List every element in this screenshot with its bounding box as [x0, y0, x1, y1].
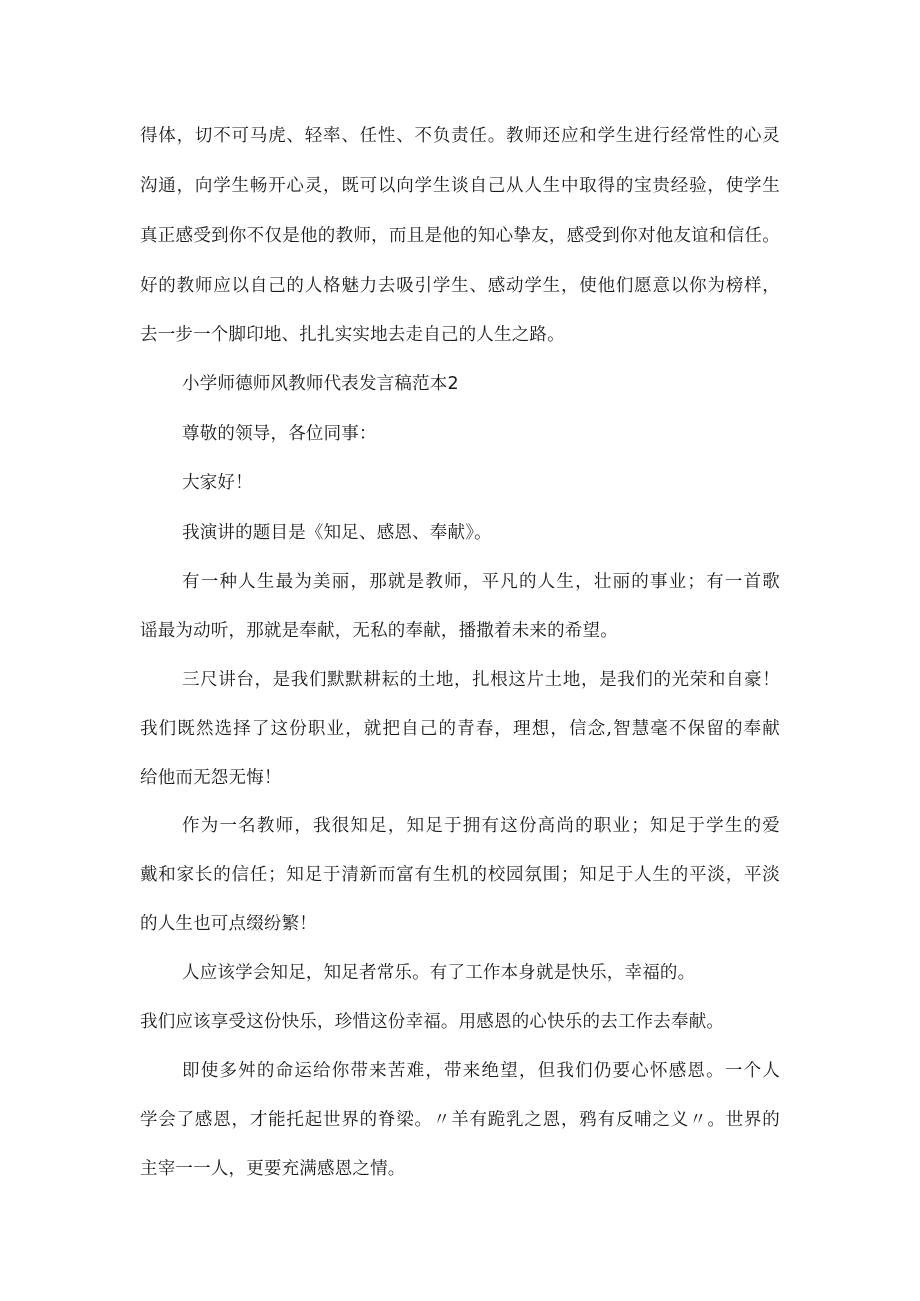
section-heading: 小学师德师风教师代表发言稿范本2	[182, 374, 459, 394]
paragraph-line: 人应该学会知足，知足者常乐。有了工作本身就是快乐，幸福的。	[182, 963, 696, 983]
paragraph-line: 作为一名教师，我很知足，知足于拥有这份高尚的职业；知足于学生的爱	[182, 816, 780, 836]
paragraph-line: 戴和家长的信任；知足于清新而富有生机的校园氛围；知足于人生的平淡，平淡	[140, 865, 780, 885]
paragraph-line: 即使多舛的命运给你带来苦难，带来绝望，但我们仍要心怀感恩。一个人	[182, 1061, 780, 1081]
paragraph-line: 沟通，向学生畅开心灵，既可以向学生谈自己从人生中取得的宝贵经验，使学生	[140, 176, 780, 196]
paragraph-line: 给他而无怨无悔！	[140, 768, 282, 788]
paragraph-line: 真正感受到你不仅是他的教师，而且是他的知心挚友，感受到你对他友谊和信任。	[140, 226, 780, 246]
salutation: 尊敬的领导，各位同事：	[182, 424, 377, 444]
greeting: 大家好！	[182, 473, 253, 493]
paragraph-line: 主宰一一人，更要充满感恩之情。	[140, 1159, 406, 1179]
paragraph-line: 有一种人生最为美丽，那就是教师，平凡的人生，壮丽的事业；有一首歌	[182, 572, 780, 592]
speech-title-line: 我演讲的题目是《知足、感恩、奉献》。	[182, 523, 492, 543]
paragraph-line: 我们应该享受这份快乐，珍惜这份幸福。用感恩的心快乐的去工作去奉献。	[140, 1012, 725, 1032]
paragraph-line: 学会了感恩，才能托起世界的脊梁。〃羊有跪乳之恩，鸦有反哺之义〃。世界的	[140, 1110, 780, 1130]
paragraph-line: 三尺讲台，是我们默默耕耘的土地，扎根这片土地，是我们的光荣和自豪！	[182, 670, 780, 690]
paragraph-line: 好的教师应以自己的人格魅力去吸引学生、感动学生，使他们愿意以你为榜样，	[140, 276, 780, 296]
paragraph-line: 去一步一个脚印地、扎扎实实地去走自己的人生之路。	[140, 325, 565, 345]
paragraph-line: 谣最为动听，那就是奉献，无私的奉献，播撒着未来的希望。	[140, 621, 618, 641]
paragraph-line: 的人生也可点缀纷繁！	[140, 914, 317, 934]
paragraph-line: 我们既然选择了这份职业，就把自己的青春，理想，信念,智慧毫不保留的奉献	[140, 719, 780, 739]
paragraph-line: 得体，切不可马虎、轻率、任性、不负责任。教师还应和学生进行经常性的心灵	[140, 126, 780, 146]
